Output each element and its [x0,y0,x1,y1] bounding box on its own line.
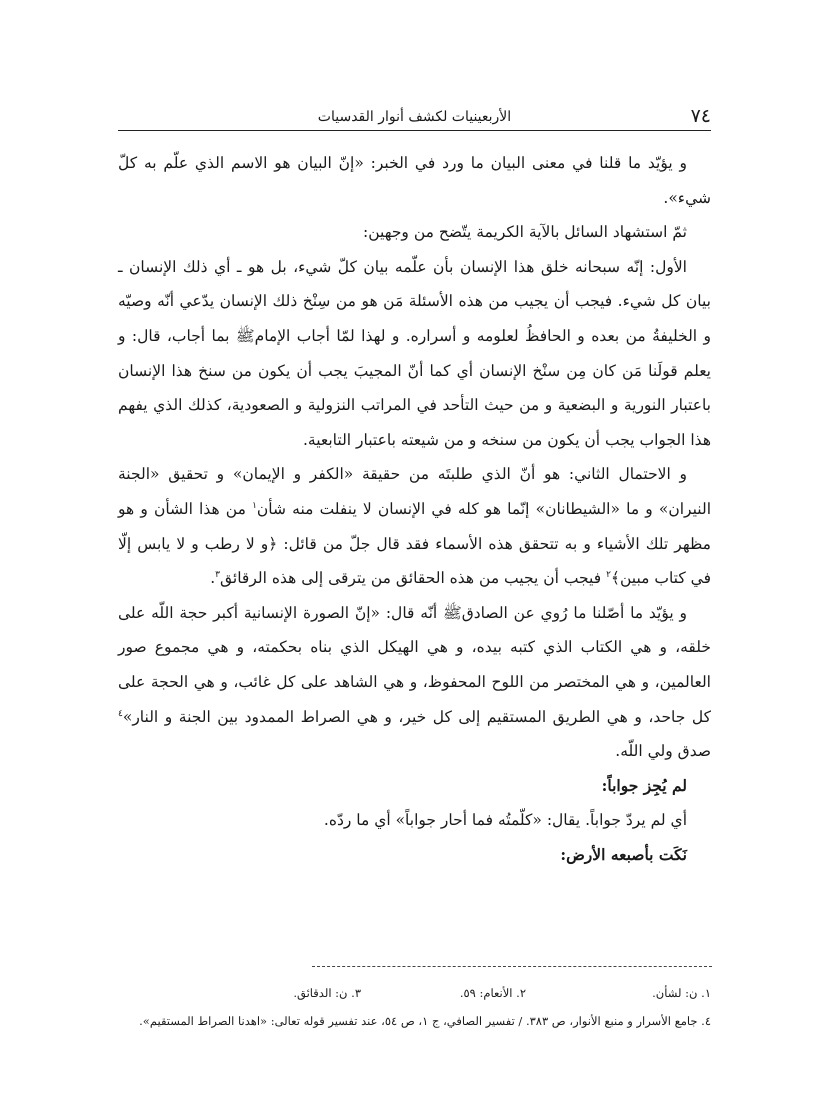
glossary-term-2: نَكَت بأصبعه الأرض: [560,844,687,864]
glossary-definition-1: أي لم يردّ جواباً. يقال: «كلّمتُه فما أحار جواباً» أي ما ردّه. [323,811,687,830]
footnote-separator [312,966,712,967]
paragraph-3: الأول: إنّه سبحانه خلق هذا الإنسان بأن علّمه بيان كلّ شيء، بل هو ـ أي ذلك الإنسان ـ بيان كل شيء. فيجب أن يجيب من هذه الأسئلة مَن هو من سِنْخ ذلك الإنسان يدّعي أنّه وصيّه و الخليفةُ من بعده و الحافظُ لعلومه و أسراره. و لهذا لمّا أجاب الإمامﷺ بما أجاب، قال: و يعلم قولَنا مَن كان مِن سنْخ الإنسان أي كما أنّ المجيبَ يجب أن يكون من سنخ هذا الإنسان باعتبار النورية و البضعية و من حيث التأحد في المراتب النزولية و الصعودية، كذلك الذي يفهم هذا الجواب يجب أن يكون من سنخه و من شيعته باعتبار التابعية. [118,257,711,449]
footnotes [118,979,711,1035]
page-header [118,104,711,131]
footnote-1: ١. ن: لشأن. [652,986,711,1000]
footnote-ref-3: ٣ [215,569,220,580]
running-title: الأربعينيات لكشف أنوار القدسيات [317,109,512,125]
paragraph-2: ثمّ استشهاد السائل بالآية الكريمة يتّضح من وجهين: [363,223,687,242]
footnote-ref-1: ١ [252,500,257,511]
paragraph-1: و يؤيّد ما قلنا في معنى البيان ما ورد في الخبر: «إنّ البيان هو الاسم الذي علّم به كلّ شيء». [118,154,711,207]
footnote-2: ٢. الأنعام: ٥٩. [459,986,526,1000]
footnote-row [118,979,711,1007]
footnote-3: ٣. ن: الدقائق. [293,986,361,1000]
footnote-ref-4: ٤ [118,708,123,719]
footnote-ref-2: ٢ [606,569,611,580]
body-text [118,146,711,872]
paragraph-4: و الاحتمال الثاني: هو أنّ الذي طلبتَه من حقيقة «الكفر و الإيمان» و تحقيق «الجنة النيران» و ما «الشيطانان» إنّما هو كله في الإنسان لا ينفلت منه شأن$^١$ من هذا الشأن و هو مظهر تلك الأشياء و به تتحقق هذه الأسماء فقد قال جلّ من قائل: ﴿و لا رطب و لا يابس إلّا في كتاب مبين﴾$^٢$ فيجب أن يجيب من هذه الحقائق من يترقى إلى هذه الرقائق$^٣$. [118,465,711,588]
paragraph-5: و يؤيّد ما أصّلنا ما رُوي عن الصادقﷺ أنّه قال: «إنّ الصورة الإنسانية أكبر حجة اللّه على خلقه، و هي الكتاب الذي كتبه بيده، و هي الهيكل الذي بناه بحكمته، و هي مجموع صور العالمين، و هي المختصر من اللوح المحفوظ، و هي الشاهد على كل غائب، و هي الحجة على كل جاحد، و هي الطريق المستقيم إلى كل خير، و هي الصراط الممدود بين الجنة و النار»$^٤$ صدق ولي اللّه. [118,603,711,761]
page-number: ٧٤ [690,105,711,127]
glossary-term-1: لم يُجِز جواباً: [601,775,687,795]
footnote-4: ٤. جامع الأسرار و منبع الأنوار، ص ٣٨٣. / تفسير الصافي، ج ١، ص ٥٤، عند تفسير قوله تعالى: «اهدنا الصراط المستقيم». [139,1014,711,1028]
